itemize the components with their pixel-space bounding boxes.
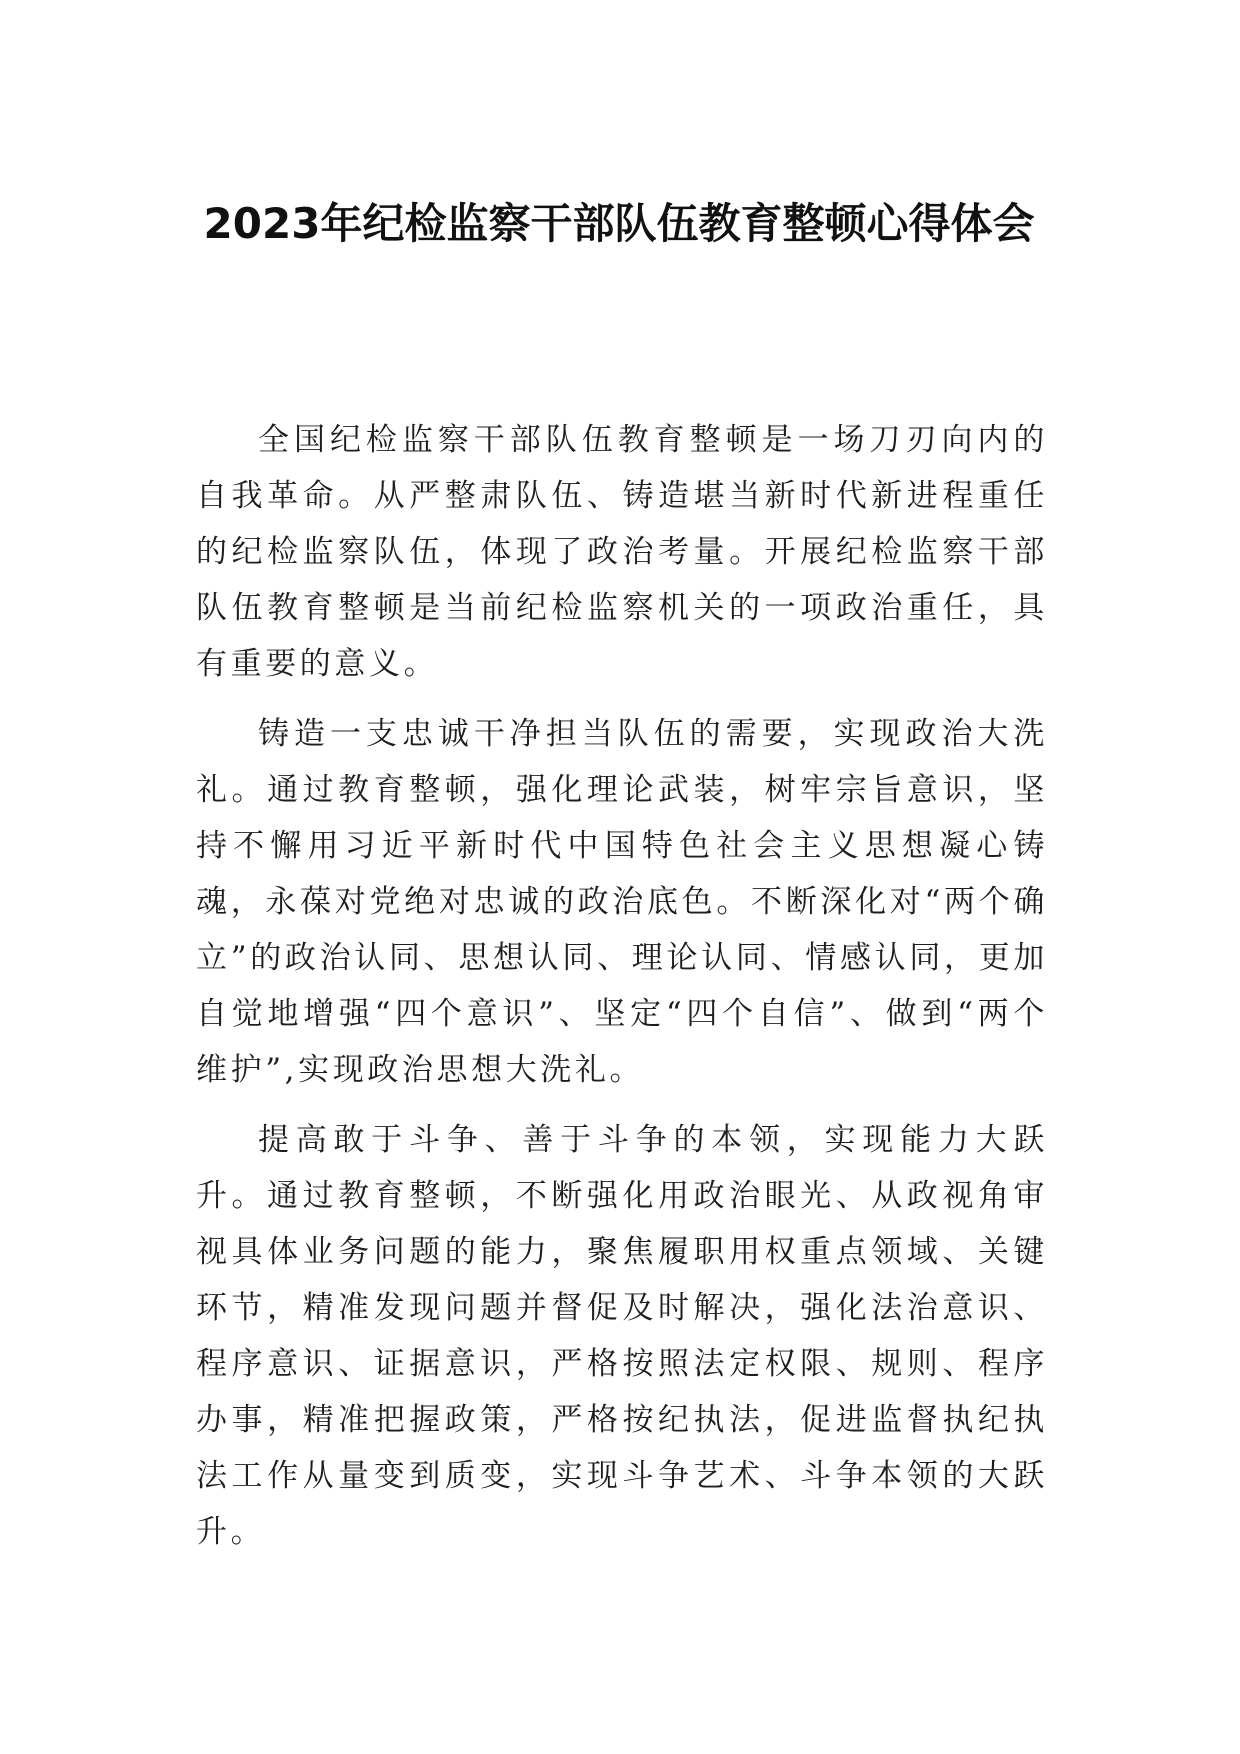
paragraph-1: 全国纪检监察干部队伍教育整顿是一场刀刃向内的自我革命。从严整肃队伍、铸造堪当新时代新进程重任的纪检监察队伍，体现了政治考量。开展纪检监察干部队伍教育整顿是当前纪检监察机关的一项政治重任，具有重要的意义。 xyxy=(196,422,1048,682)
document-body xyxy=(196,412,1048,1574)
paragraph-2: 铸造一支忠诚干净担当队伍的需要，实现政治大洗礼。通过教育整顿，强化理论武装，树牢宗旨意识，坚持不懈用习近平新时代中国特色社会主义思想凝心铸魂，永葆对党绝对忠诚的政治底色。不断深化对“两个确立”的政治认同、思想认同、理论认同、情感认同，更加自觉地增强“四个意识”、坚定“四个自信”、做到“两个维护”,实现政治思想大洗礼。 xyxy=(196,716,1048,1088)
paragraph-3: 提高敢于斗争、善于斗争的本领，实现能力大跃升。通过教育整顿，不断强化用政治眼光、从政视角审视具体业务问题的能力，聚焦履职用权重点领域、关键环节，精准发现问题并督促及时解决，强化法治意识、程序意识、证据意识，严格按照法定权限、规则、程序办事，精准把握政策，严格按纪执法，促进监督执纪执法工作从量变到质变，实现斗争艺术、斗争本领的大跃升。 xyxy=(196,1122,1048,1550)
document-title: 2023年纪检监察干部队伍教育整顿心得体会 xyxy=(203,199,1035,248)
